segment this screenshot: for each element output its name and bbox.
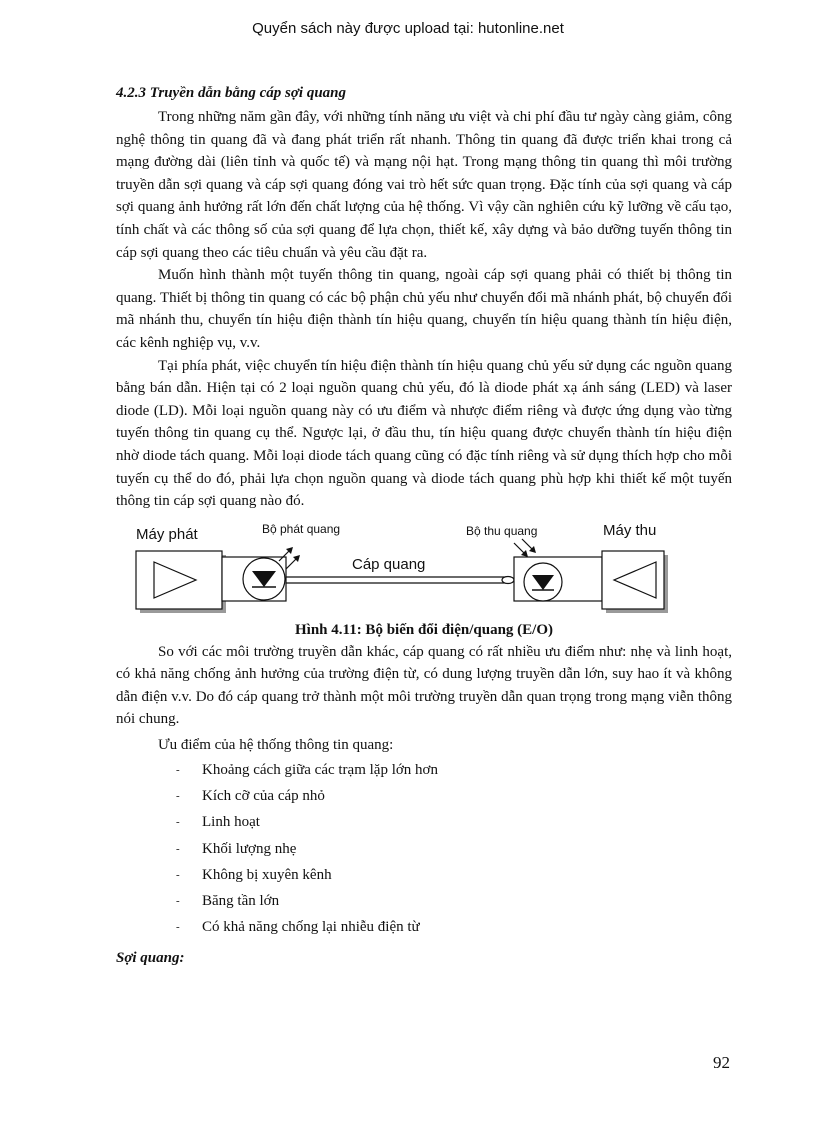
list-item: - Không bị xuyên kênh [176, 866, 332, 883]
list-item: - Khối lượng nhẹ [176, 840, 297, 857]
advantages-list [116, 757, 732, 940]
fiber-end [502, 576, 514, 583]
list-item: - Linh hoạt [176, 814, 260, 831]
list-item: - Có khả năng chống lại nhiễu điện từ [176, 919, 420, 936]
paragraph-3: Tại phía phát, việc chuyển tín hiệu điện thành tín hiệu quang chủ yếu sử dụng các nguồn quang bằng bán dẫn. Hiện tại có 2 loại nguồn quang chủ yếu, đó là diode phát xạ ánh sáng (LED) và laser diode (LD). Mỗi loại nguồn quang này có ưu điểm và nhược điểm riêng và được ứng dụng vào từng tuyến thông tin quang cụ thể. Ngược lại, ở đầu thu, tín hiệu quang được chuyển thành tín hiệu điện nhờ diode tách quang. Mỗi loại diode tách quang cũng có đặc tính riêng và sử dụng thích hợp cho mỗi tuyến cụ thể do đó, phải lựa chọn nguồn quang và diode tách quang phù hợp khi thiết kế một tuyến thông tin cáp sợi quang nào đó. [116, 357, 732, 510]
list-item: - Băng tần lớn [176, 893, 280, 910]
eo-converter-figure [116, 519, 732, 615]
page-number: 92 [713, 1053, 730, 1072]
paragraph-1: Trong những năm gần đây, với những tính năng ưu việt và chi phí đầu tư ngày càng giảm, công nghệ thông tin quang đã và đang phát triển rất nhanh. Thông tin quang đã được triển khai trong cả mạng đường dài (liên tỉnh và quốc tế) và mạng nội hạt. Trong mạng thông tin quang thì môi trường truyền dẫn sợi quang và cáp sợi quang đóng vai trò hết sức quan trọng. Đặc tính của sợi quang và cáp sợi quang ảnh hưởng rất lớn đến chất lượng của hệ thống. Vì vậy cần nghiên cứu kỹ lưỡng về cấu tạo, tính chất và các thông số của sợi quang để lựa chọn, thiết kế, xây dựng và bảo dưỡng tuyến thông tin cáp sợi quang theo các tiêu chuẩn và yêu cầu đặt ra. [116, 109, 732, 261]
receiver-label: Máy thu [603, 521, 657, 539]
list-item: - Kích cỡ của cáp nhỏ [176, 788, 325, 805]
subheading: Sợi quang: [116, 950, 185, 967]
emitter-label: Bộ phát quang [262, 521, 341, 536]
paragraph-2: Muốn hình thành một tuyến thông tin quang, ngoài cáp sợi quang phải có thiết bị thông tin quang. Thiết bị thông tin quang có các bộ phận chủ yếu như chuyển đổi mã nhánh phát, bộ chuyển đổi mã nhánh thu, chuyển tín hiệu điện thành tín hiệu quang, chuyển tín hiệu quang thành tín hiệu điện, các kênh nghiệp vụ, v.v. [116, 267, 732, 351]
cable-label: Cáp quang [352, 555, 426, 573]
eo-converter-diagram [116, 519, 732, 615]
figure-caption: Hình 4.11: Bộ biến đổi điện/quang (E/O) [295, 621, 553, 638]
detector-label: Bộ thu quang [466, 523, 538, 538]
paragraph-4: So với các môi trường truyền dẫn khác, cáp quang có rất nhiều ưu điểm như: nhẹ và linh hoạt, có khả năng chống ảnh hưởng của trường điện từ, có dung lượng truyền dẫn lớn, suy hao ít và không dẫn điện v.v. Do đó cáp quang trở thành một môi trường truyền dẫn quan trọng trong mạng viễn thông nói chung. [116, 643, 732, 728]
list-item: - Khoảng cách giữa các trạm lặp lớn hơn [176, 762, 438, 779]
advantages-title: Ưu điểm của hệ thống thông tin quang: [158, 737, 394, 754]
page-header: Quyển sách này được upload tại: hutonline.net [252, 20, 564, 37]
section-title: 4.2.3 Truyền dẫn bằng cáp sợi quang [116, 85, 347, 101]
transmitter-label: Máy phát [136, 525, 198, 543]
page-content [116, 82, 732, 970]
